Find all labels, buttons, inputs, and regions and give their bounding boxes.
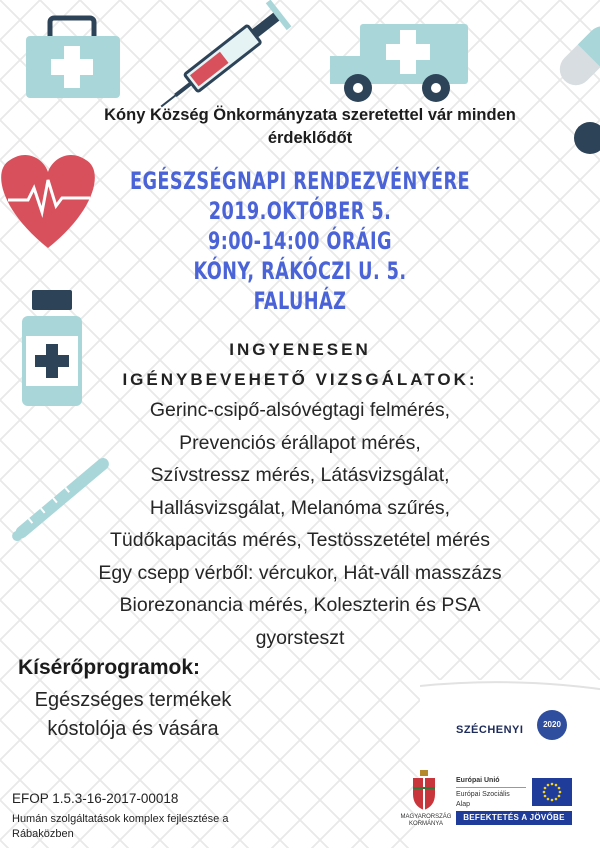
kormany-line-2: KORMÁNYA	[409, 821, 443, 827]
event-heading	[54, 166, 546, 316]
event-address: KÓNY, RÁKÓCZI U. 5.	[193, 257, 407, 285]
eu-divider	[456, 787, 526, 788]
event-time: 9:00-14:00 ÓRÁIG	[208, 227, 392, 255]
szechenyi-2020-badge: 2020	[537, 710, 567, 740]
free-label: INGYENESEN	[229, 340, 371, 359]
first-aid-kit-icon	[26, 18, 120, 98]
exam-line: gyorsteszt	[255, 626, 345, 649]
project-desc-line-1: Humán szolgáltatások komplex fejlesztése a	[12, 813, 229, 825]
project-code: EFOP 1.5.3-16-2017-00018	[12, 791, 179, 806]
side-programs-title: Kísérőprogramok:	[18, 656, 201, 679]
intro-line-2: érdeklődőt	[267, 129, 353, 147]
exam-line: Szívstressz mérés, Látásvizsgálat,	[150, 464, 450, 486]
szechenyi-logo-text: SZÉCHENYI	[456, 724, 524, 736]
project-desc-line-2: Rábaközben	[12, 828, 74, 840]
event-venue: FALUHÁZ	[253, 287, 347, 315]
exam-line: Gerinc-csipő-alsóvégtagi felmérés,	[149, 399, 451, 421]
exams-list	[0, 394, 600, 654]
eu-flag-icon	[532, 778, 572, 806]
side-programs-list	[8, 686, 258, 744]
eu-line-1: Európai Unió	[456, 777, 500, 784]
eu-fund-text	[456, 776, 528, 810]
pill-capsule-icon	[553, 20, 600, 92]
intro-text	[60, 104, 560, 150]
eu-line-3: Alap	[456, 801, 471, 808]
ambulance-icon	[330, 24, 468, 102]
befektetes-banner: BEFEKTETÉS A JÖVŐBE	[456, 811, 572, 825]
eu-line-2: Európai Szociális	[456, 791, 510, 798]
exam-line: Prevenciós érállapot mérés,	[179, 431, 421, 454]
exam-line: Tüdőkapacitás mérés, Testösszetétel mérés	[109, 529, 491, 551]
syringe-icon	[151, 0, 292, 120]
coat-of-arms-icon	[410, 770, 438, 810]
event-date: 2019.OKTÓBER 5.	[208, 197, 392, 225]
pill-icon-right	[574, 122, 600, 154]
side-program-line-1: Egészséges termékek	[34, 689, 232, 711]
exam-line: Egy csepp vérből: vércukor, Hát-váll masszázs	[98, 561, 502, 584]
kormany-logo-text	[396, 814, 456, 828]
exam-line: Biorezonancia mérés, Koleszterin és PSA	[119, 594, 481, 616]
event-line-1: EGÉSZSÉGNAPI RENDEZVÉNYÉRE	[129, 167, 471, 195]
kormany-line-1: MAGYARORSZÁG	[400, 814, 452, 820]
side-program-line-2: kóstolója és vására	[47, 718, 219, 740]
intro-line-1: Kóny Község Önkormányzata szeretettel vár minden	[104, 106, 516, 124]
exams-title: IGÉNYBEVEHETŐ VIZSGÁLATOK:	[122, 370, 478, 389]
project-description	[12, 812, 272, 842]
exam-line: Hallásvizsgálat, Melanóma szűrés,	[149, 496, 451, 519]
